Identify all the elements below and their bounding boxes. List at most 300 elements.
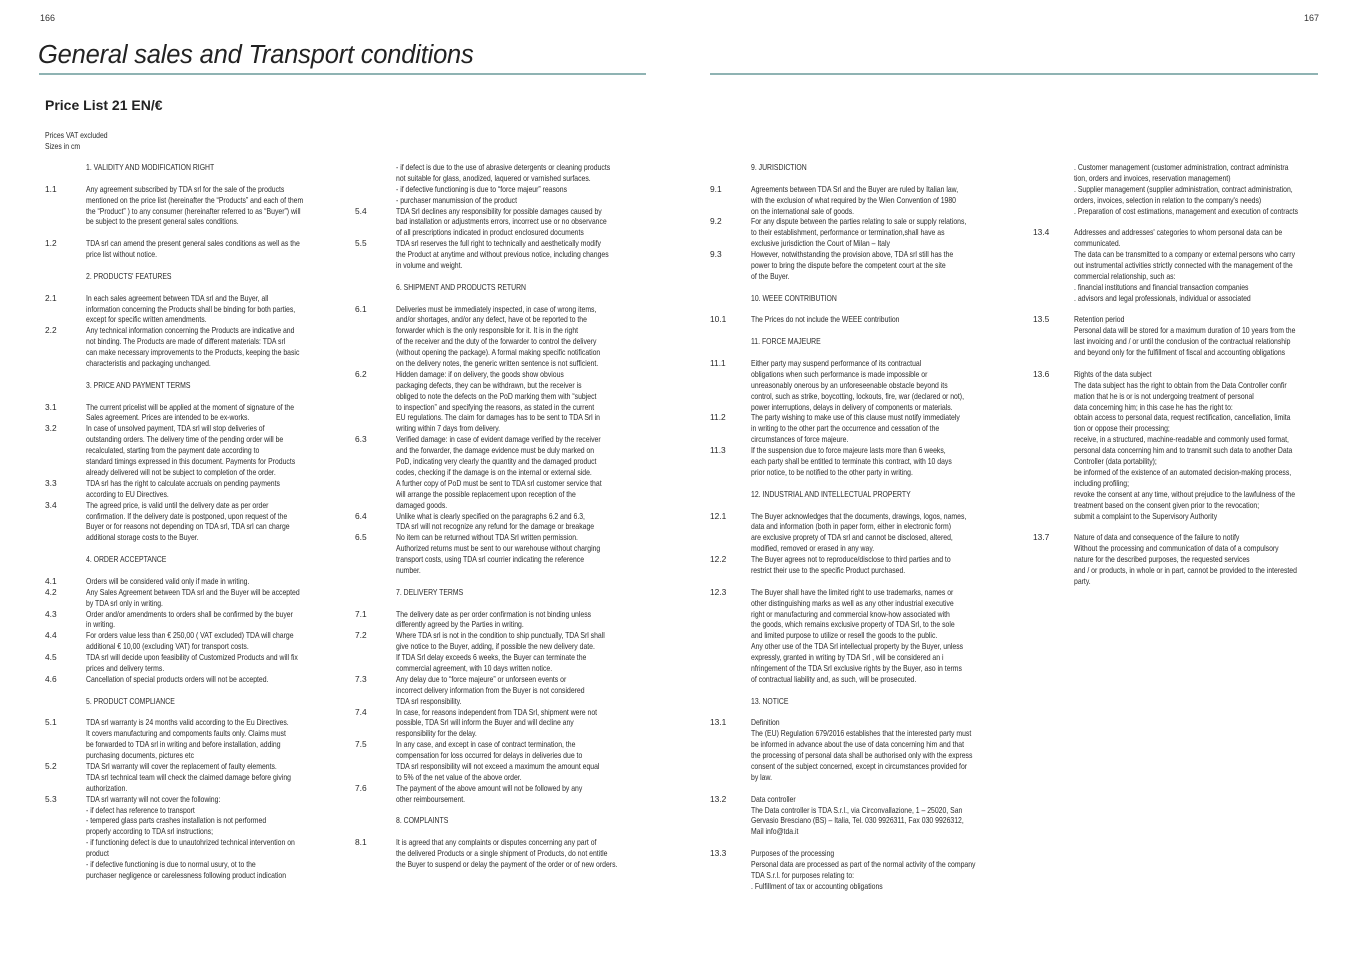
clause-text: [751, 717, 973, 782]
text-line: - purchaser manumission of the product: [396, 194, 518, 205]
text-line: compensation for loss occurred for delays in deliveries due to: [396, 750, 583, 761]
clause: [355, 532, 646, 576]
text-line: transport costs, using TDA srl courrier indicating the reference: [396, 554, 585, 565]
clause-text: [396, 532, 601, 576]
price-notes: [45, 130, 108, 152]
clause: [1033, 532, 1324, 586]
text-line: personal data concerning him and to transmit such data to another Data: [1074, 445, 1293, 456]
clause: [45, 238, 336, 260]
clause: [355, 739, 646, 783]
text-line: For any dispute between the parties relating to sale or supply relations,: [751, 216, 967, 227]
clause-text: [86, 586, 300, 609]
clause: [355, 238, 646, 271]
text-line: Order and/or amendments to orders shall be confirmed by the buyer: [86, 608, 293, 619]
clause-number: 11.2: [710, 412, 726, 423]
text-line: treatment based on the consent given prior to the revocation;: [1074, 499, 1260, 510]
text-line: In case of unsolved payment, TDA srl will stop deliveries of: [86, 423, 265, 434]
text-line: on the international sale of goods.: [751, 205, 855, 216]
text-line: including profiling;: [1074, 477, 1129, 488]
clause: [45, 793, 336, 881]
text-line: The agreed price, is valid until the delivery date as per order: [86, 499, 269, 510]
text-line: with the exclusion of what required by the Wien Convention of 1980: [751, 194, 957, 205]
clause-text: [86, 183, 304, 228]
text-line: Any delay due to “force majeure” or unforseen events or: [396, 673, 567, 684]
spacer: [396, 826, 646, 837]
text-line: price list without notice.: [86, 249, 158, 260]
text-line: differently agreed by the Parties in writing.: [396, 619, 524, 630]
spacer: [86, 282, 336, 293]
section-heading-text: 4. ORDER ACCEPTANCE: [86, 554, 167, 565]
text-line: control, such as strike, boycotting, lockouts, fire, war (declared or not),: [751, 390, 964, 401]
clause-text: [751, 586, 964, 685]
text-line: party.: [1074, 575, 1091, 586]
clause: [710, 717, 1001, 782]
text-line: Definition: [751, 717, 780, 728]
clause-text: [86, 793, 295, 881]
section-heading: [751, 293, 1001, 304]
clause-number: 6.3: [355, 434, 367, 445]
clause-number: 4.5: [45, 652, 57, 663]
section-heading-text: 6. SHIPMENT AND PRODUCTS RETURN: [396, 281, 526, 292]
clause-number: 11.3: [710, 445, 726, 456]
clause-number: 7.2: [355, 630, 367, 641]
spacer: [751, 325, 1001, 336]
text-line: Controller (data portability);: [1074, 456, 1157, 467]
text-line: the processing of personal data shall be authorised only with the express: [751, 750, 973, 761]
clause-text: [1074, 227, 1296, 303]
note-vat: Prices VAT excluded: [45, 130, 108, 140]
text-line: Either party may suspend performance of its contractual: [751, 358, 922, 369]
text-line: and beyond only for the fulfillment of fiscal and accounting obligations: [1074, 347, 1286, 358]
clause: [710, 510, 1001, 555]
text-line: to 5% of the net value of the above order.: [396, 771, 522, 782]
clause-text: [751, 793, 964, 838]
text-line: - if defective functioning is due to normal usury, ot to the: [86, 859, 256, 869]
text-line: For orders value less than € 250,00 ( VAT excluded) TDA will charge: [86, 630, 294, 641]
clause: [355, 205, 646, 239]
text-line: Agreements between TDA Srl and the Buyer are ruled by Italian law,: [751, 183, 959, 194]
clause-text: [86, 325, 300, 369]
text-line: TDA srl responsibility will not exceed a maximum the amount equal: [396, 760, 600, 771]
clause-text: [396, 609, 601, 631]
text-line: except for specific written amendments.: [86, 314, 207, 325]
text-line: The payment of the above amount will not be followed by any: [396, 782, 583, 793]
text-line: purchaser negligence or carelessness following product indication: [86, 869, 287, 880]
clause: [45, 630, 336, 652]
clause: [1033, 368, 1324, 521]
spacer: [751, 783, 1001, 794]
text-line: Purposes of the processing: [751, 848, 835, 859]
text-line: TDA srl can amend the present general sales conditions as well as the: [86, 238, 300, 249]
text-line: and/or shortages, and/or any defect, have ot be reported to the: [396, 314, 587, 325]
clause-text: [86, 500, 291, 544]
text-line: - if defect is due to the use of abrasive detergents or cleaning products: [396, 162, 611, 172]
text-line: . Supplier management (supplier administration, contract administration,: [1074, 183, 1293, 194]
clause-number: 13.1: [710, 717, 727, 728]
text-line: in writing to the other part the occurrence and cessation of the: [751, 423, 940, 434]
text-line: The data subject has the right to obtain from the Data Controller confir: [1074, 379, 1287, 390]
spacer: [396, 293, 646, 304]
text-line: The Buyer agrees not to reproduce/disclose to third parties and to: [751, 554, 951, 565]
text-line: expressly, granted in writing by TDA Srl , will be considered an i: [751, 652, 944, 663]
clause-text: [751, 412, 960, 445]
text-line: . Preparation of cost estimations, management and execution of contracts: [1074, 205, 1299, 216]
text-line: bad installation or adjustments errors, incorrect use or no observance: [396, 216, 607, 227]
section-heading: [396, 587, 646, 598]
clause-number: 7.3: [355, 673, 367, 684]
text-line: on the delivery notes, the generic written sentence is not sufficient.: [396, 358, 599, 369]
text-line: damaged goods.: [396, 499, 448, 510]
text-line: Retention period: [1074, 314, 1125, 325]
section-heading-text: 11. FORCE MAJEURE: [751, 336, 821, 347]
clause: [710, 358, 1001, 412]
clause-number: 8.1: [355, 837, 367, 848]
clause-text: [396, 369, 601, 434]
text-line: outstanding orders. The delivery time of the pending order will be: [86, 434, 284, 445]
text-line: Sales agreement. Prices are intended to be ex-works.: [86, 412, 250, 423]
text-line: and / or products, in whole or in part, cannot be provided to the interested: [1074, 564, 1297, 575]
clause-number: 12.2: [710, 554, 727, 565]
text-line: be informed in advance about the use of data concerning him and that: [751, 739, 965, 750]
text-line: the “Product” ) to any consumer (hereinafter referred to as “Buyer”) will: [86, 205, 301, 216]
text-line: according to EU Directives.: [86, 488, 169, 499]
clause-text: [1074, 532, 1297, 586]
clause-number: 3.4: [45, 499, 57, 510]
section-heading: [86, 696, 336, 707]
text-line: authorization.: [86, 782, 128, 793]
text-line: However, notwithstanding the provision above, TDA srl still has the: [751, 249, 954, 260]
text-line: . financial institutions and financial transaction companies: [1074, 281, 1249, 292]
text-line: the goods, which remains exclusive property of TDA Srl, to the sole: [751, 619, 955, 630]
section-heading-text: 1. VALIDITY AND MODIFICATION RIGHT: [86, 162, 215, 172]
text-line: Orders will be considered valid only if made in writing.: [86, 575, 250, 586]
clause: [1033, 314, 1324, 358]
clause-text: [396, 707, 601, 740]
clause-text: [751, 510, 967, 555]
text-line: modified, removed or erased in any way.: [751, 543, 875, 554]
clause-number: 12.3: [710, 586, 727, 597]
text-line: data and information (both in paper form, either in electronic form): [751, 521, 952, 532]
text-line: obtain access to personal data, request rectification, cancellation, limita: [1074, 412, 1291, 423]
clause: [355, 510, 646, 533]
clause-number: 3.3: [45, 477, 57, 488]
spacer: [751, 685, 1001, 696]
text-line: . Fulfillment of tax or accounting obligations: [751, 880, 883, 891]
clause-number: 13.6: [1033, 368, 1050, 379]
spacer: [86, 227, 336, 238]
clause: [45, 477, 336, 500]
text-line: power to bring the dispute before the competent court at the site: [751, 260, 946, 271]
text-line: It is agreed that any complaints or disputes concerning any part of: [396, 837, 597, 848]
section-heading-text: 2. PRODUCTS' FEATURES: [86, 270, 172, 281]
clause-number: 2.1: [45, 292, 57, 303]
clause: [45, 499, 336, 544]
text-line: receive, in a structured, machine-readable and commonly used format,: [1074, 434, 1289, 445]
text-line: Deliveries must be immediately inspected, in case of wrong items,: [396, 303, 597, 314]
section-heading-text: 3. PRICE AND PAYMENT TERMS: [86, 379, 191, 390]
text-line: - if defect has reference to transport: [86, 804, 195, 815]
clause: [1033, 227, 1324, 303]
text-line: Hidden damage: if on delivery, the goods show obvious: [396, 368, 564, 379]
text-line: In case, for reasons independent from TDA Srl, shipment were not: [396, 706, 598, 717]
clause-text: [1074, 368, 1296, 521]
clause-text: [396, 837, 618, 870]
clause: [355, 837, 646, 870]
spacer: [86, 391, 336, 402]
divider-left: [39, 73, 646, 75]
clause-text: [751, 445, 956, 478]
text-line: and the forwarder, the damage evidence must be duly marked on: [396, 445, 595, 456]
text-line: obligations when such performance is made impossible or: [751, 368, 928, 379]
clause: [45, 401, 336, 424]
text-line: TDA srl warranty will not cover the following:: [86, 793, 221, 804]
spacer: [751, 304, 1001, 315]
text-line: TDA Srl warranty will cover the replacement of faulty elements.: [86, 760, 277, 771]
text-line: last invoicing and / or until the conclusion of the contractual relationship: [1074, 336, 1291, 347]
section-heading-text: 10. WEEE CONTRIBUTION: [751, 292, 837, 303]
text-line: and limited purpose to utilize or resell the goods to the public.: [751, 630, 938, 641]
text-line: additional € 10,00 (excluding VAT) for transport costs.: [86, 641, 249, 652]
clause: [710, 249, 1001, 282]
text-line: - tempered glass parts crashes installation is not performed: [86, 815, 267, 826]
text-line: In any case, and except in case of contract termination, the: [396, 739, 576, 750]
spacer: [751, 282, 1001, 293]
section-heading-text: 12. INDUSTRIAL AND INTELLECTUAL PROPERTY: [751, 488, 911, 499]
price-list-title: Price List 21 EN/€: [45, 97, 163, 113]
clause-number: 10.1: [710, 314, 727, 325]
text-line: of the Buyer.: [751, 270, 790, 281]
text-line: unreasonably onerous by an unforeseenable obstacle beyond its: [751, 379, 948, 390]
text-line: TDA srl technical team will check the claimed damage before giving: [86, 771, 291, 782]
text-line: Any Sales Agreement between TDA srl and the Buyer will be accepted: [86, 586, 300, 597]
clause-text: [751, 358, 964, 412]
clause-number: 5.5: [355, 238, 367, 249]
text-line: in writing.: [86, 619, 116, 630]
clause: [45, 717, 336, 761]
text-line: codes, checking if the damage is on the internal or external side.: [396, 466, 592, 477]
clause-number: 7.1: [355, 608, 367, 619]
text-line: (without opening the package). A formal making specific notification: [396, 347, 601, 358]
text-line: possible, TDA Srl will inform the Buyer and will decline any: [396, 717, 574, 728]
section-heading: [86, 554, 336, 565]
clause: [710, 314, 1001, 325]
section-heading: [751, 162, 1001, 173]
text-line: be subject to the present general sales conditions.: [86, 216, 239, 227]
text-line: The Data controller is TDA S.r.l., via Circonvallazione, 1 – 25020, San: [751, 804, 963, 815]
clause: [45, 183, 336, 228]
clause-number: 7.4: [355, 706, 367, 717]
clause-number: 6.1: [355, 303, 367, 314]
section-heading-text: 7. DELIVERY TERMS: [396, 586, 464, 597]
clause-number: 5.2: [45, 760, 57, 771]
clause-number: 13.2: [710, 793, 727, 804]
clause-number: 3.2: [45, 423, 57, 434]
text-line: - if defective functioning is due to “force majeur” reasons: [396, 183, 568, 194]
clause-number: 1.1: [45, 183, 57, 194]
clause: [710, 183, 1001, 217]
text-line: to their establishment, performance or termination,shall have as: [751, 227, 945, 238]
text-line: submit a complaint to the Supervisory Authority: [1074, 510, 1218, 521]
text-line: Buyer or for reasons not depending on TDA srl, TDA srl can charge: [86, 521, 290, 532]
text-line: packaging defects, they can be withdrawn, but the receiver is: [396, 379, 582, 390]
spacer: [751, 347, 1001, 358]
divider-right: [710, 73, 1318, 75]
clause-text: [86, 238, 300, 260]
section-heading: [396, 815, 646, 826]
text-column-4: [1033, 162, 1324, 587]
text-line: recalculated, starting from the payment date according to: [86, 445, 260, 456]
text-line: tion, orders and invoices, reservation management): [1074, 172, 1231, 183]
text-line: be forwarded to TDA srl in writing and before installation, adding: [86, 739, 281, 750]
text-line: The data can be transmitted to a company or external persons who carry: [1074, 249, 1296, 260]
section-heading: [751, 336, 1001, 347]
clause: [45, 673, 336, 685]
clause-text: [396, 238, 609, 271]
spacer: [396, 271, 646, 282]
text-line: TDA srl responsibility.: [396, 695, 462, 706]
text-line: of the receiver and the duty of the forwarder to control the delivery: [396, 336, 597, 347]
clause-text: [86, 674, 291, 685]
text-line: TDA srl reserves the full right to technically and aesthetically modify: [396, 238, 601, 249]
text-line: power interruptions, delays in delivery of components or materials.: [751, 401, 953, 412]
clause: [355, 303, 646, 369]
text-line: forwarder which is the only responsible for it. It is in the right: [396, 325, 579, 336]
text-column-1: [45, 162, 336, 881]
text-line: other distinguishing marks as well as any other industrial executive: [751, 597, 954, 608]
clause-text: [86, 478, 291, 500]
clause: [710, 586, 1001, 685]
spacer: [86, 369, 336, 380]
clause: [355, 673, 646, 707]
text-line: The party wishing to make use of this clause must notify immediately: [751, 412, 960, 423]
text-line: mentioned on the price list (hereinafter the “Products” and each of them: [86, 194, 304, 205]
clause-number: 2.2: [45, 325, 57, 336]
spacer: [86, 565, 336, 576]
text-line: not binding. The Products are made of different materials: TDA srl: [86, 336, 286, 347]
clause-text: [396, 304, 601, 369]
clause-number: 12.1: [710, 510, 727, 521]
clause-text: [751, 554, 956, 576]
spacer: [396, 598, 646, 609]
clause-text: [751, 249, 956, 282]
spacer: [86, 707, 336, 718]
text-line: The current pricelist will be applied at the moment of signature of the: [86, 401, 295, 412]
clause-number: 13.4: [1033, 227, 1050, 238]
clause-number: 7.6: [355, 782, 367, 793]
clause-text: [86, 292, 296, 326]
text-line: confirmation. If the delivery date is postponed, upon request of the: [86, 510, 288, 521]
text-line: Unlike what is clearly specified on the paragraphs 6.2 and 6.3,: [396, 510, 585, 521]
text-line: number.: [396, 564, 421, 575]
page-number-right: 167: [1304, 13, 1320, 23]
clause: [710, 848, 1001, 892]
text-line: restrict their use to the specific Product purchased.: [751, 564, 906, 575]
text-line: mation that he is or is not undergoing treatment of personal: [1074, 390, 1254, 401]
text-line: can make necessary improvements to the Products, keeping the basic: [86, 347, 300, 358]
clause-text: [86, 761, 291, 794]
text-line: revoke the consent at any time, without prejudice to the lawfulness of the: [1074, 488, 1296, 499]
text-line: Cancellation of special products orders will not be accepted.: [86, 673, 269, 684]
text-line: will arrange the possible replacement upon reception of the: [396, 488, 576, 499]
text-column-2: [355, 162, 646, 870]
spacer: [396, 805, 646, 816]
clause-text: [1074, 314, 1296, 358]
section-heading: [86, 380, 336, 391]
clause-number: 6.5: [355, 532, 367, 543]
spacer: [1074, 358, 1324, 369]
text-line: already delivered will not be subject to completion of the order.: [86, 466, 276, 477]
spacer: [86, 260, 336, 271]
text-line: of all prescriptions indicated in product enclosured documents: [396, 227, 584, 238]
spacer: [751, 576, 1001, 587]
note-sizes: Sizes in cm: [45, 140, 81, 151]
clause-number: 9.1: [710, 183, 722, 194]
text-line: TDA srl will decide upon feasibility of Customized Products and will fix: [86, 652, 298, 663]
text-line: exclusive jurisdiction the Court of Milan – Italy: [751, 238, 890, 249]
clause-text: [1074, 162, 1299, 216]
clause: [45, 652, 336, 674]
spacer: [751, 500, 1001, 511]
text-line: prices and delivery terms.: [86, 662, 165, 673]
text-line: are exclusive proprety of TDA srl and cannot be disclosed, altered,: [751, 532, 953, 543]
clause-number: 4.3: [45, 608, 57, 619]
section-heading-text: 9. JURISDICTION: [751, 162, 807, 172]
spacer: [751, 478, 1001, 489]
text-line: by TDA srl only in writing.: [86, 597, 163, 608]
section-heading: [396, 282, 646, 293]
text-line: responsibility for the delay.: [396, 728, 477, 739]
text-line: Personal data are processed as part of the normal activity of the company: [751, 859, 976, 869]
text-line: TDA S.r.l. for purposes relating to:: [751, 869, 855, 880]
clause-number: 13.7: [1033, 532, 1050, 543]
clause-text: [396, 674, 601, 707]
clause-text: [86, 652, 298, 674]
text-line: tion or oppose their processing;: [1074, 423, 1170, 434]
text-line: data concerning him; in this case he has the right to:: [1074, 401, 1233, 412]
clause: [45, 575, 336, 587]
text-line: The Buyer acknowledges that the documents, drawings, logos, names,: [751, 510, 967, 521]
text-line: It covers manufacturing and compoments faults only. Claims must: [86, 728, 286, 739]
clause-text: [751, 216, 967, 249]
text-line: in volume and weight.: [396, 260, 463, 271]
text-line: incorrect delivery information from the Buyer is not considered: [396, 684, 585, 695]
text-line: No item can be returned without TDA Srl written permission.: [396, 532, 578, 543]
text-line: each party shall be entitled to terminate this contract, with 10 days: [751, 456, 952, 467]
text-line: Any other use of the TDA Srl intellectual property by the Buyer, unless: [751, 641, 964, 652]
text-line: . Customer management (customer administration, contract administra: [1074, 162, 1289, 172]
spacer: [751, 837, 1001, 848]
text-column-3: [710, 162, 1001, 892]
clause: [710, 554, 1001, 576]
text-line: product: [86, 848, 109, 859]
text-line: be informed of the existence of an automated decision-making process,: [1074, 466, 1292, 477]
clause-number: 4.2: [45, 586, 57, 597]
clause-text: [751, 314, 956, 325]
clause-text: [86, 401, 295, 424]
clause-text: [751, 848, 976, 892]
section-heading-text: 5. PRODUCT COMPLIANCE: [86, 695, 175, 706]
clause-number: 6.4: [355, 510, 367, 521]
text-line: writing within 7 days from delivery.: [396, 423, 501, 434]
clause-text: [86, 576, 291, 587]
text-line: Any agreement subscribed by TDA srl for the sale of the products: [86, 183, 285, 194]
clause-number: 13.3: [710, 848, 727, 859]
text-line: right or manufacturing and commercial know-how associated with: [751, 608, 950, 619]
text-line: the delivered Products or a single shipment of Products, do not entitle: [396, 848, 608, 859]
section-heading: [86, 162, 336, 173]
clause-number: 4.6: [45, 673, 57, 684]
clause-text: [396, 739, 601, 783]
